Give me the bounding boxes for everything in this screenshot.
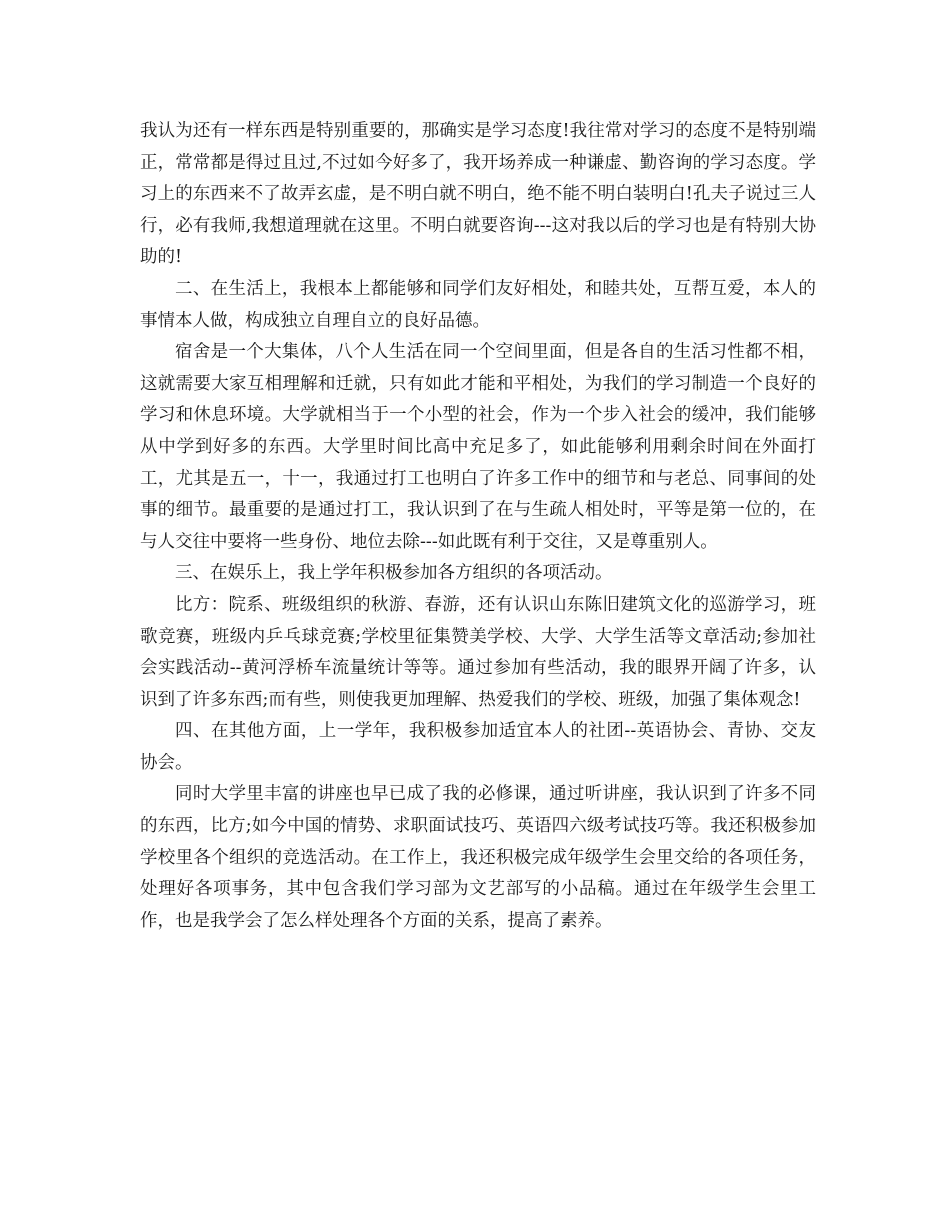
paragraph-life: 二、在生活上，我根本上都能够和同学们友好相处，和睦共处，互帮互爱，本人的事情本人做，构成独立自理自立的良好品德。	[140, 278, 816, 331]
paragraph-study-attitude: 我认为还有一样东西是特别重要的，那确实是学习态度!我往常对学习的态度不是特别端正，常常都是得过且过,不过如今好多了，我开场养成一种谦虚、勤咨询的学习态度。学习上的东西来不了故弄玄虚，是不明白就不明白，绝不能不明白装明白!孔夫子说过三人行，必有我师,我想道理就在这里。不明白就要咨询---这对我以后的学习也是有特别大协助的!	[140, 121, 816, 268]
document-body	[140, 116, 816, 937]
paragraph-entertainment: 三、在娱乐上，我上学年积极参加各方组织的各项活动。	[175, 563, 613, 584]
paragraph-dormitory: 宿舍是一个大集体，八个人生活在同一个空间里面，但是各自的生活习性都不相，这就需要大家互相理解和迁就，只有如此才能和平相处，为我们的学习制造一个良好的学习和休息环境。大学就相当于一个小型的社会，作为一个步入社会的缓冲，我们能够从中学到好多的东西。大学里时间比高中充足多了，如此能够利用剩余时间在外面打工，尤其是五一，十一，我通过打工也明白了许多工作中的细节和与老总、同事间的处事的细节。最重要的是通过打工，我认识到了在与生疏人相处时，平等是第一位的，在与人交往中要将一些身份、地位去除---如此既有利于交往，又是尊重别人。	[140, 342, 816, 552]
paragraph-activities: 比方：院系、班级组织的秋游、春游，还有认识山东陈旧建筑文化的巡游学习，班歌竞赛，班级内乒乓球竞赛;学校里征集赞美学校、大学、大学生活等文章活动;参加社会实践活动--黄河浮桥车流量统计等等。通过参加有些活动，我的眼界开阔了许多，认识到了许多东西;而有些，则使我更加理解、热爱我们的学校、班级，加强了集体观念!	[140, 594, 816, 710]
paragraph-other-aspects: 四、在其他方面，上一学年，我积极参加适宜本人的社团--英语协会、青协、交友协会。	[140, 721, 816, 773]
paragraph-lectures-work: 同时大学里丰富的讲座也早已成了我的必修课，通过听讲座，我认识到了许多不同的东西，比方;如今中国的情势、求职面试技巧、英语四六级考试技巧等。我还积极参加学校里各个组织的竞选活动。在工作上，我还积极完成年级学生会里交给的各项任务，处理好各项事务，其中包含我们学习部为文艺部写的小品稿。通过在年级学生会里工作，也是我学会了怎么样处理各个方面的关系，提高了素养。	[140, 784, 816, 931]
